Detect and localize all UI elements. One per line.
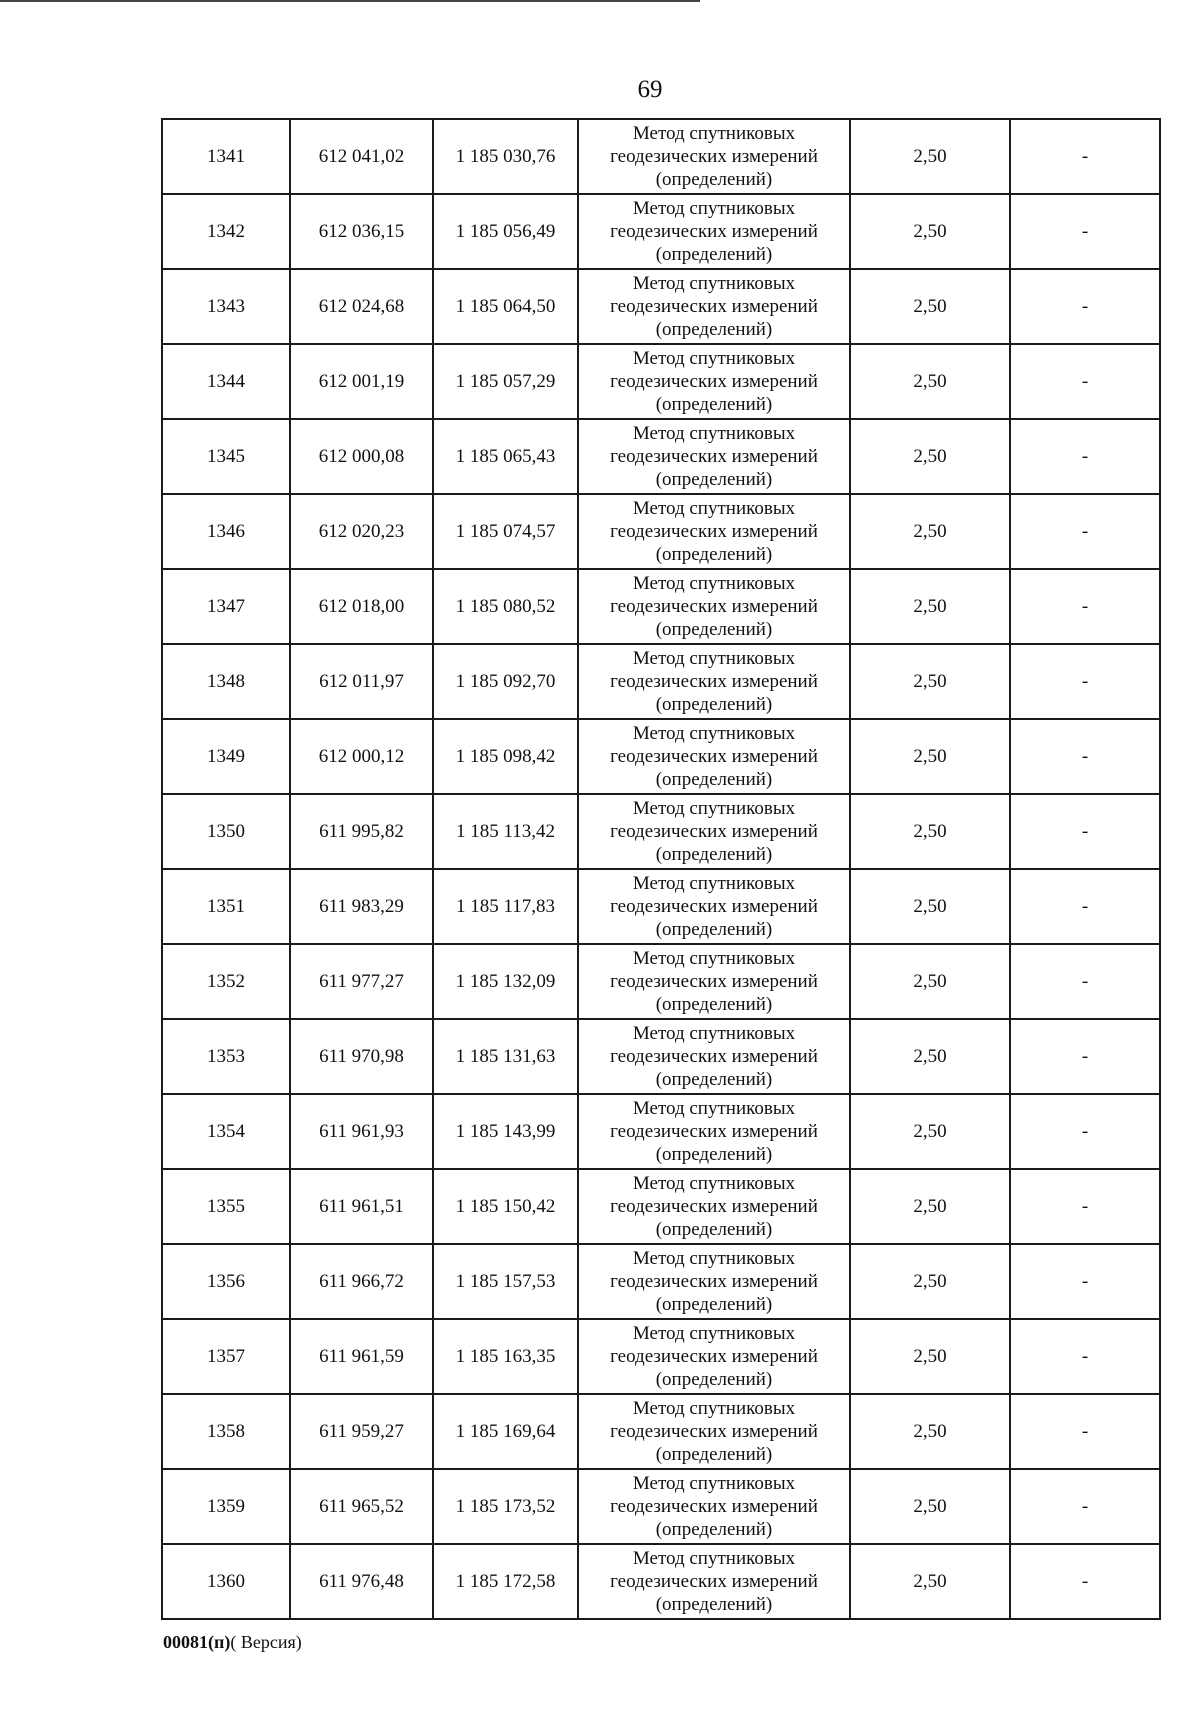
point-number-cell: 1356 — [162, 1244, 290, 1319]
table-row — [162, 569, 1160, 644]
point-number-cell: 1350 — [162, 794, 290, 869]
accuracy-cell: 2,50 — [850, 194, 1010, 269]
accuracy-cell: 2,50 — [850, 119, 1010, 194]
method-line: Метод спутниковых — [632, 723, 796, 744]
y-coordinate-cell: 1 185 169,64 — [433, 1394, 578, 1469]
table-row — [162, 119, 1160, 194]
method-cell — [578, 569, 850, 644]
method-line: геодезических измерений — [610, 1496, 818, 1517]
y-coordinate-cell: 1 185 113,42 — [433, 794, 578, 869]
note-cell: - — [1010, 569, 1160, 644]
note-cell: - — [1010, 344, 1160, 419]
method-cell — [578, 1544, 850, 1619]
method-cell — [578, 194, 850, 269]
method-line: Метод спутниковых — [632, 873, 796, 894]
method-line: геодезических измерений — [610, 371, 818, 392]
method-line: Метод спутниковых — [632, 1398, 796, 1419]
x-coordinate-cell: 611 976,48 — [290, 1544, 433, 1619]
method-cell — [578, 1169, 850, 1244]
accuracy-cell: 2,50 — [850, 1244, 1010, 1319]
method-line: (определений) — [655, 1294, 773, 1315]
method-line: (определений) — [655, 319, 773, 340]
method-cell — [578, 119, 850, 194]
method-line: геодезических измерений — [610, 1346, 818, 1367]
method-line: (определений) — [655, 169, 773, 190]
table-row — [162, 719, 1160, 794]
note-cell: - — [1010, 119, 1160, 194]
method-cell — [578, 1394, 850, 1469]
accuracy-cell: 2,50 — [850, 1319, 1010, 1394]
y-coordinate-cell: 1 185 098,42 — [433, 719, 578, 794]
method-line: Метод спутниковых — [632, 948, 796, 969]
method-line: геодезических измерений — [610, 971, 818, 992]
method-line: Метод спутниковых — [632, 798, 796, 819]
method-line: геодезических измерений — [610, 746, 818, 767]
table-row — [162, 944, 1160, 1019]
x-coordinate-cell: 611 983,29 — [290, 869, 433, 944]
table-row — [162, 1169, 1160, 1244]
note-cell: - — [1010, 1469, 1160, 1544]
form-version: ( Версия) — [230, 1632, 302, 1652]
method-line: (определений) — [655, 1444, 773, 1465]
method-line: (определений) — [655, 244, 773, 265]
note-cell: - — [1010, 1319, 1160, 1394]
table-row — [162, 794, 1160, 869]
method-line: (определений) — [655, 919, 773, 940]
x-coordinate-cell: 611 995,82 — [290, 794, 433, 869]
point-number-cell: 1357 — [162, 1319, 290, 1394]
accuracy-cell: 2,50 — [850, 269, 1010, 344]
x-coordinate-cell: 611 965,52 — [290, 1469, 433, 1544]
y-coordinate-cell: 1 185 065,43 — [433, 419, 578, 494]
method-line: Метод спутниковых — [632, 1023, 796, 1044]
table-row — [162, 494, 1160, 569]
point-number-cell: 1342 — [162, 194, 290, 269]
method-line: геодезических измерений — [610, 671, 818, 692]
method-cell — [578, 644, 850, 719]
x-coordinate-cell: 611 961,59 — [290, 1319, 433, 1394]
note-cell: - — [1010, 944, 1160, 1019]
y-coordinate-cell: 1 185 056,49 — [433, 194, 578, 269]
y-coordinate-cell: 1 185 057,29 — [433, 344, 578, 419]
note-cell: - — [1010, 494, 1160, 569]
method-line: (определений) — [655, 1144, 773, 1165]
method-cell — [578, 869, 850, 944]
point-number-cell: 1360 — [162, 1544, 290, 1619]
method-line: (определений) — [655, 1594, 773, 1615]
method-line: (определений) — [655, 469, 773, 490]
y-coordinate-cell: 1 185 117,83 — [433, 869, 578, 944]
method-line: геодезических измерений — [610, 146, 818, 167]
x-coordinate-cell: 611 977,27 — [290, 944, 433, 1019]
coordinates-table — [161, 118, 1161, 1620]
table-row — [162, 344, 1160, 419]
method-cell — [578, 1244, 850, 1319]
accuracy-cell: 2,50 — [850, 1394, 1010, 1469]
method-line: (определений) — [655, 1519, 773, 1540]
method-line: геодезических измерений — [610, 1421, 818, 1442]
accuracy-cell: 2,50 — [850, 1544, 1010, 1619]
method-line: Метод спутниковых — [632, 498, 796, 519]
point-number-cell: 1353 — [162, 1019, 290, 1094]
method-line: (определений) — [655, 994, 773, 1015]
point-number-cell: 1352 — [162, 944, 290, 1019]
x-coordinate-cell: 612 024,68 — [290, 269, 433, 344]
accuracy-cell: 2,50 — [850, 1169, 1010, 1244]
method-line: геодезических измерений — [610, 896, 818, 917]
method-line: Метод спутниковых — [632, 348, 796, 369]
method-line: геодезических измерений — [610, 596, 818, 617]
method-line: Метод спутниковых — [632, 123, 796, 144]
method-line: (определений) — [655, 394, 773, 415]
method-line: Метод спутниковых — [632, 423, 796, 444]
x-coordinate-cell: 612 036,15 — [290, 194, 433, 269]
x-coordinate-cell: 611 970,98 — [290, 1019, 433, 1094]
x-coordinate-cell: 612 000,08 — [290, 419, 433, 494]
method-line: (определений) — [655, 619, 773, 640]
accuracy-cell: 2,50 — [850, 1019, 1010, 1094]
method-line: Метод спутниковых — [632, 1098, 796, 1119]
table-row — [162, 1544, 1160, 1619]
method-line: Метод спутниковых — [632, 198, 796, 219]
accuracy-cell: 2,50 — [850, 344, 1010, 419]
accuracy-cell: 2,50 — [850, 1469, 1010, 1544]
x-coordinate-cell: 612 041,02 — [290, 119, 433, 194]
y-coordinate-cell: 1 185 150,42 — [433, 1169, 578, 1244]
y-coordinate-cell: 1 185 131,63 — [433, 1019, 578, 1094]
point-number-cell: 1347 — [162, 569, 290, 644]
note-cell: - — [1010, 1244, 1160, 1319]
point-number-cell: 1344 — [162, 344, 290, 419]
point-number-cell: 1349 — [162, 719, 290, 794]
method-cell — [578, 1094, 850, 1169]
y-coordinate-cell: 1 185 080,52 — [433, 569, 578, 644]
note-cell: - — [1010, 644, 1160, 719]
method-line: геодезических измерений — [610, 1196, 818, 1217]
method-line: Метод спутниковых — [632, 1323, 796, 1344]
method-cell — [578, 1019, 850, 1094]
method-line: (определений) — [655, 769, 773, 790]
table-row — [162, 644, 1160, 719]
table-row — [162, 419, 1160, 494]
method-line: геодезических измерений — [610, 296, 818, 317]
method-line: геодезических измерений — [610, 446, 818, 467]
method-line: геодезических измерений — [610, 821, 818, 842]
note-cell: - — [1010, 869, 1160, 944]
method-line: (определений) — [655, 694, 773, 715]
x-coordinate-cell: 612 011,97 — [290, 644, 433, 719]
note-cell: - — [1010, 1094, 1160, 1169]
method-line: геодезических измерений — [610, 1121, 818, 1142]
point-number-cell: 1345 — [162, 419, 290, 494]
x-coordinate-cell: 611 961,51 — [290, 1169, 433, 1244]
accuracy-cell: 2,50 — [850, 419, 1010, 494]
accuracy-cell: 2,50 — [850, 944, 1010, 1019]
method-line: Метод спутниковых — [632, 1548, 796, 1569]
method-line: геодезических измерений — [610, 1271, 818, 1292]
note-cell: - — [1010, 1544, 1160, 1619]
table-row — [162, 1469, 1160, 1544]
point-number-cell: 1348 — [162, 644, 290, 719]
table-row — [162, 1394, 1160, 1469]
note-cell: - — [1010, 269, 1160, 344]
accuracy-cell: 2,50 — [850, 869, 1010, 944]
x-coordinate-cell: 611 966,72 — [290, 1244, 433, 1319]
method-line: Метод спутниковых — [632, 1473, 796, 1494]
accuracy-cell: 2,50 — [850, 569, 1010, 644]
method-line: Метод спутниковых — [632, 1173, 796, 1194]
note-cell: - — [1010, 1169, 1160, 1244]
method-cell — [578, 494, 850, 569]
y-coordinate-cell: 1 185 172,58 — [433, 1544, 578, 1619]
table-row — [162, 1094, 1160, 1169]
point-number-cell: 1354 — [162, 1094, 290, 1169]
method-line: (определений) — [655, 1369, 773, 1390]
method-line: (определений) — [655, 1069, 773, 1090]
method-line: геодезических измерений — [610, 521, 818, 542]
method-line: Метод спутниковых — [632, 573, 796, 594]
note-cell: - — [1010, 194, 1160, 269]
footer — [163, 1632, 302, 1653]
y-coordinate-cell: 1 185 064,50 — [433, 269, 578, 344]
x-coordinate-cell: 612 000,12 — [290, 719, 433, 794]
method-line: Метод спутниковых — [632, 1248, 796, 1269]
form-code: 00081(п) — [163, 1632, 231, 1652]
method-line: Метод спутниковых — [632, 648, 796, 669]
note-cell: - — [1010, 1394, 1160, 1469]
x-coordinate-cell: 611 959,27 — [290, 1394, 433, 1469]
table-row — [162, 869, 1160, 944]
method-line: (определений) — [655, 1219, 773, 1240]
table-row — [162, 269, 1160, 344]
method-line: Метод спутниковых — [632, 273, 796, 294]
table-row — [162, 1319, 1160, 1394]
method-cell — [578, 1469, 850, 1544]
note-cell: - — [1010, 419, 1160, 494]
method-cell — [578, 1319, 850, 1394]
point-number-cell: 1355 — [162, 1169, 290, 1244]
y-coordinate-cell: 1 185 132,09 — [433, 944, 578, 1019]
scan-top-rule — [0, 0, 700, 2]
accuracy-cell: 2,50 — [850, 644, 1010, 719]
note-cell: - — [1010, 794, 1160, 869]
method-line: геодезических измерений — [610, 1046, 818, 1067]
page-number: 69 — [637, 76, 663, 103]
point-number-cell: 1343 — [162, 269, 290, 344]
y-coordinate-cell: 1 185 157,53 — [433, 1244, 578, 1319]
y-coordinate-cell: 1 185 173,52 — [433, 1469, 578, 1544]
x-coordinate-cell: 612 020,23 — [290, 494, 433, 569]
y-coordinate-cell: 1 185 143,99 — [433, 1094, 578, 1169]
method-cell — [578, 269, 850, 344]
point-number-cell: 1359 — [162, 1469, 290, 1544]
method-line: (определений) — [655, 844, 773, 865]
method-cell — [578, 944, 850, 1019]
method-cell — [578, 719, 850, 794]
note-cell: - — [1010, 1019, 1160, 1094]
point-number-cell: 1346 — [162, 494, 290, 569]
method-line: (определений) — [655, 544, 773, 565]
accuracy-cell: 2,50 — [850, 794, 1010, 869]
y-coordinate-cell: 1 185 163,35 — [433, 1319, 578, 1394]
method-line: геодезических измерений — [610, 1571, 818, 1592]
accuracy-cell: 2,50 — [850, 494, 1010, 569]
y-coordinate-cell: 1 185 074,57 — [433, 494, 578, 569]
table-row — [162, 1244, 1160, 1319]
table-body — [162, 119, 1160, 1619]
point-number-cell: 1351 — [162, 869, 290, 944]
method-cell — [578, 794, 850, 869]
y-coordinate-cell: 1 185 092,70 — [433, 644, 578, 719]
accuracy-cell: 2,50 — [850, 1094, 1010, 1169]
x-coordinate-cell: 612 001,19 — [290, 344, 433, 419]
y-coordinate-cell: 1 185 030,76 — [433, 119, 578, 194]
accuracy-cell: 2,50 — [850, 719, 1010, 794]
x-coordinate-cell: 611 961,93 — [290, 1094, 433, 1169]
method-cell — [578, 419, 850, 494]
method-line: геодезических измерений — [610, 221, 818, 242]
x-coordinate-cell: 612 018,00 — [290, 569, 433, 644]
note-cell: - — [1010, 719, 1160, 794]
table-row — [162, 194, 1160, 269]
point-number-cell: 1341 — [162, 119, 290, 194]
point-number-cell: 1358 — [162, 1394, 290, 1469]
table-row — [162, 1019, 1160, 1094]
method-cell — [578, 344, 850, 419]
